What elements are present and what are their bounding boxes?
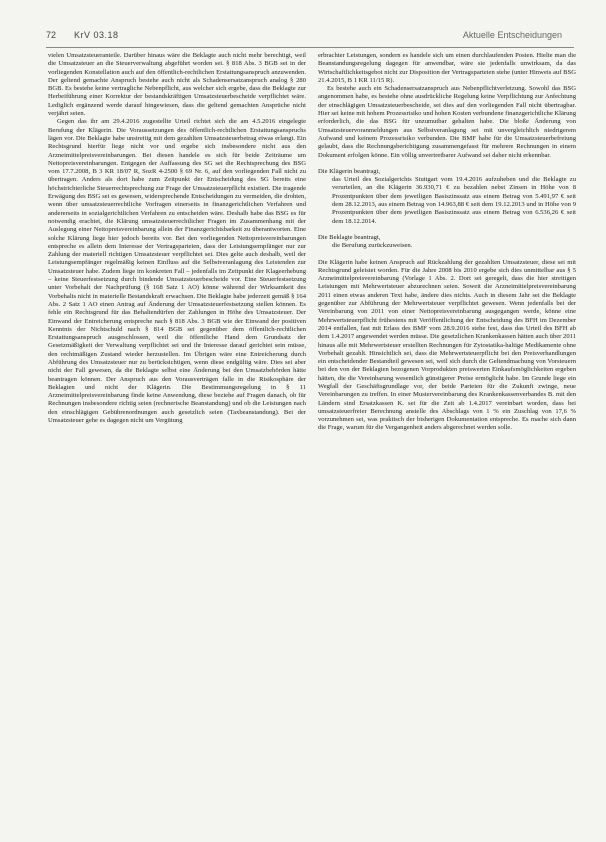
paragraph: Es bestehe auch ein Schadensersatzanspruch aus Nebenpflichtverletzung. Sowohl das BSG angenommen habe, es bestehe ohne ausdrückliche Regelung keine Verpflichtung zur Anfechtung der einschlägigen Umsatzsteuerbescheide, sei dies auf den vorliegenden Fall nicht übertragbar. Hier sei keine mit hohem Prozessrisiko und hohen Kosten verbundene finanzgerichtliche Klärung erforderlich, die das BSG für unzumutbar gehalten habe. Die bloße Änderung von Umsatzsteuervoranmeldungen aus Selbstveranlagung sei mit unvergleichlich niedrigerem Aufwand und keinem Prozessrisiko verbunden. Die BMF habe für die Umsatzsteuerbefreiung gelaubt, dass die Rechnungsberichtigung zusammengefasst für mehrere Rechnungen in einem Dokument erfolgen könne. Ein völlig unvertretbarer Aufwand sei daher nicht erkennbar.: [318, 85, 576, 159]
journal-name: KrV 03.18: [74, 30, 119, 40]
page-number: 72: [46, 30, 57, 40]
left-column: [48, 52, 306, 425]
claim-intro: Die Klägerin beantragt,: [318, 167, 381, 175]
paragraph: vielen Umsatzsteueranteile. Darüber hinaus wäre die Beklagte auch nicht mehr berechtigt, weil die Umsatzsteuer an die Steuerverwaltung abgeführt worden sei. § 818 Abs. 3 BGB sei in der vorliegenden Konstellation auch auf den öffentlich-rechtlichen Erstattungsanspruch anzuwenden. Der geltend gemachte Anspruch bestehe auch nicht als Schadensersatzanspruch analog § 280 BGB. Es bestehe keine vertragliche Nebenpflicht, aus welcher sich ergebe, dass die Beklagte zur Herbeiführung einer Korrektur der bestandskräftigen Umsatzsteuerbescheide verpflichtet wäre. Lediglich ergänzend werde darauf hingewiesen, dass die geltend gemachten Ansprüche nicht verjährt seien.: [48, 52, 306, 118]
paragraph: erbrachter Leistungen, sondern es handele sich um einen durchlaufenden Posten. Hielte man die Beanstandungsregelung dagegen für anwendbar, wäre sie jedenfalls unwirksam, da das Wirtschaftlichkeitsgebot nicht zur Disposition der Vertragsparteien stehe (unter Hinweis auf BSG 21.4.2015, B 1 KR 11/15 R).: [318, 52, 576, 84]
claim-body: das Urteil des Sozialgerichts Stuttgart vom 19.4.2016 aufzuheben und die Beklagte zu verurteilen, an die Klägerin 36.930,71 € zu bezahlen nebst Zinsen in Höhe von 8 Prozentpunkten über dem jeweiligen Basiszinssatz aus einem Betrag von 5.491,97 € seit dem 28.12.2013, aus einem Betrag von 14.963,88 € seit dem 19.12.2013 und in Höhe von 9 Prozentpunkten über dem jeweiligen Basiszinssatz aus einem Betrag von 6.536,26 € seit dem 18.12.2014.: [332, 176, 576, 225]
defendant-intro: Die Beklagte beantragt,: [318, 233, 381, 241]
page-header: [22, 30, 584, 44]
paragraph: Gegen das ihr am 29.4.2016 zugestellte Urteil richtet sich die am 4.5.2016 eingelegte Berufung der Klägerin. Die Voraussetzungen des öffentlich-rechtlichen Erstattungsanspruchs lägen vor. Die Beklagte habe unstreitig mit dem gezahlten Umsatzsteuerbetrag etwas erlangt. Ein Rechtsgrund hierfür liege nicht vor und ergebe sich insbesondere nicht aus den Arzneimittelpreisvereinbarungen. Bei diesen handele es sich für beide Zeiträume um Nettopreisvereinbarungen. Entgegen der Auffassung des SG sei die Rechtsprechung des BSG vom 17.7.2008, B 3 KR 18/07 R, SozR 4-2500 § 69 Nr. 6, auf den vorliegenden Fall nicht zu übertragen. Anders als dort habe zum Zeitpunkt der Entscheidung des SG bereits eine höchstrichterliche Steuerrechtsprechung zur Frage der Umsatzsteuerpflicht existiert. Die tragende Erwägung des BSG sei es gewesen, widersprechende Entscheidungen zu vermeiden, die drohten, wenn über umsatzsteuerrechtliche Vorfragen einerseits in finanzgerichtlichen Verfahren und andererseits in sozialgerichtlichen Verfahren zu entscheiden wäre. Deshalb habe das BSG es für notwendig erachtet, die Klärung umsatzsteuerrechtlicher Fragen im Zusammenhang mit der Auslegung einer Nettopreisvereinbarung allein der Finanzgerichtsbarkeit zu überantworten. Eine solche Klärung liege hier jedoch bereits vor. Bei den vorliegenden Nettopreisvereinbarungen entspreche es allein dem Interesse der Vertragsparteien, dass der Leistungsempfänger nur zur Zahlung der materiell richtigen Umsatzsteuer verpflichtet sei. Dies gelte auch deshalb, weil der Leistungsempfänger regelmäßig keinen Einfluss auf die Selbstveranlagung des Leistenden zur Umsatzsteuer habe. Zudem liege im konkreten Fall – jedenfalls im Zeitpunkt der Klageerhebung – keine Steuerfestsetzung durch bindende Umsatzsteuerbescheide vor. Eine Steuerfestsetzung unter Vorbehalt der Nachprüfung (§ 168 Satz 1 AO) könne während der Wirksamkeit des Vorbehalts nicht in materielle Bestandskraft erwachsen. Die Beklagte habe jederzeit gemäß § 164 Abs. 2 Satz 1 AO einen Antrag auf Änderung der Umsatzsteuerfestsetzung stellen können. Es fehle ein Rechtsgrund für das Behaltendürfen der Zahlungen in Höhe des Umsatzsteuer. Der Einwand der Entreicherung entspreche nach § 818 Abs. 3 BGB wie der Einwand der positiven Kenntnis der Nichtschuld nach § 814 BGB sei gegenüber dem öffentlich-rechtlichen Erstattungsanspruch ausgeschlossen, weil die öffentliche Hand dem Grundsatz der Gesetzmäßigkeit der Verwaltung verpflichtet sei und ihr Interesse darauf gerichtet sein müsse, den rechtmäßigen Zustand wieder herzustellen. Im Übrigen wäre eine Entreicherung durch Abführung des Umsatzsteuer nur zu berücksichtigen, wenn diese endgültig wäre. Dies sei aber nicht der Fall gewesen, da die Beklagte selbst eine Änderung bei den Umsatzbehörden hätte beantragen können. Der Anspruch aus den Vorausverträgen falle in die Risikosphäre der Beklagten und nicht der Klägerin. Die Bestimmungsregelung in § 11 Arzneimittelpreisvereinbarung finde keine Anwendung, diese beziehe auf Fragen danach, ob für Rechnungen insbesondere richtig seien (rechnerische Beanstandung) und ob die Leistungen nach den einschlägigen Gebührenordnungen auch gesetzlich seien (Taxbeanstandung). Bei der Umsatzsteuer gehe es dagegen nicht um Vergütung: [48, 118, 306, 425]
defendant-body: die Berufung zurückzuweisen.: [332, 242, 413, 250]
right-column: [318, 52, 576, 433]
header-rule: [46, 47, 574, 48]
paragraph: Die Klägerin habe keinen Anspruch auf Rückzahlung der gezahlten Umsatzsteuer, diese sei mit Rechtsgrund geleistet worden. Für die Jahre 2008 bis 2010 ergebe sich dies unmittelbar aus § 5 Arzneimittelpreisvereinbarung (Vorlage 1 Abs. 2. Dort sei geregelt, dass die hier streitigen Leistungen mit Mehrwertsteuer abzurechnen seien. Soweit die Arzneimittelpreisvereinbarung 2011 einen etwas anderen Text habe, ändere dies nichts. Auch in diesem Jahr sei die Beklagte gegenüber zur Abführung der Mehrwertsteuer verpflichtet gewesen. Wenn jedenfalls bei der Vereinbarung von 2011 von einer Nettopreisvereinbarung ausgegangen werde, könne eine Mehrwertsteuerpflicht frühestens mit Veröffentlichung der Entscheidung des BFH im Dezember 2014 entfallen, fast mit Erlass des BMF vom 28.9.2016 stehe fest, dass das Urteil des BFH ab dem 1.4.2017 angewendet werden müsse. Die gesetzlichen Krankenkassen hätten auch über 2011 hinaus alle mit Mehrwertsteuer erstellten Rechnungen für Zytostatika-haltige Medikamente ohne Vorbehalt gezahlt. Hinsichtlich sei, dass die Mehrwertsteuerpflicht bei den Preisverhandlungen ein entscheidender Bestandteil gewesen sei, weil sich durch die Geltendmachung von Vorsteuern bei den von der Beklagten bezogenen Vorprodukten preiswerten Einkaufsmöglichkeiten ergeben hätten, die die Vereinbarung wesentlich günstigerer Preise ermöglicht habe. Im Grunde liege ein Wegfall der Geschäftsgrundlage vor, der beide Parteien für die Zukunft zwinge, neue Vereinbarungen zu treffen. In einer Mustervereinbarung des Krankenkassenverbandes B. mit den Ländern sind Ersatzkassen K. sei für die Zeit ab 1.4.2017 vereinbart worden, dass bei umsatzsteuerfreier Berechnung anstelle des Abschlags von 1 % ein Zuschlag von 17,6 % vorzunehmen sei, was praktisch der bisherigen Dokumentation entspreche. Es mache sich dann die Frage, warum für die Vergangenheit anders abgerechnet werden solle.: [318, 258, 576, 432]
section-title: Aktuelle Entscheidungen: [462, 30, 562, 40]
